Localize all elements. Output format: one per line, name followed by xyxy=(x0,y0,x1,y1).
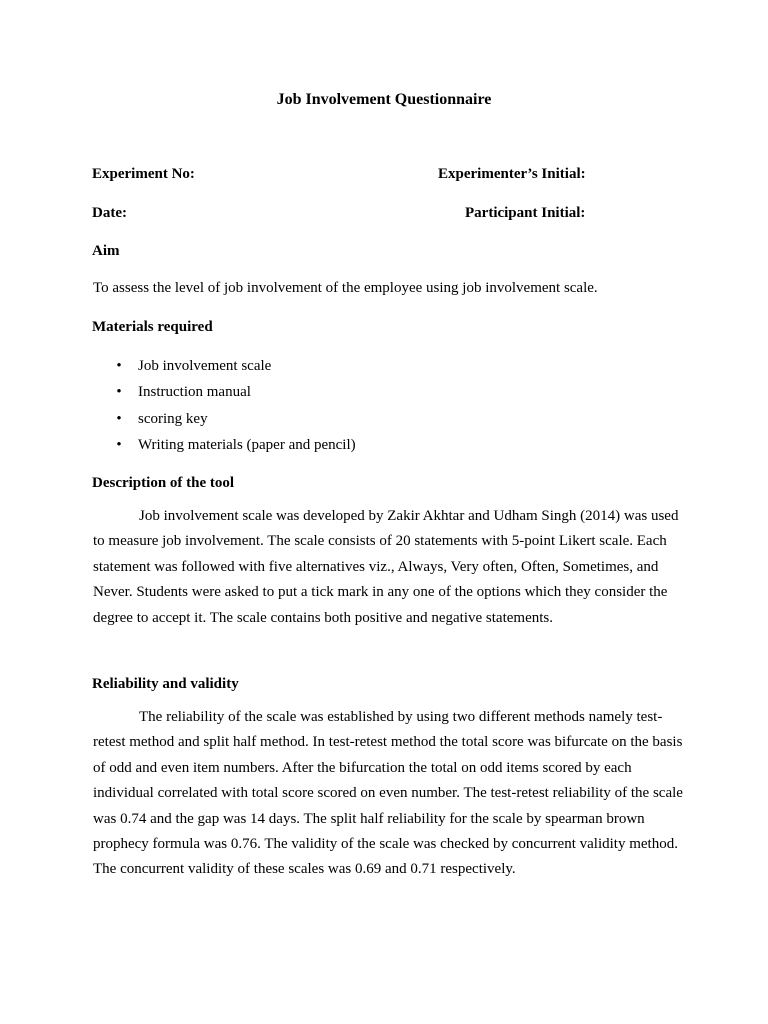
participant-initial-label: Participant Initial: xyxy=(465,205,586,221)
materials-heading: Materials required xyxy=(92,319,213,335)
date-label: Date: xyxy=(92,205,127,221)
aim-heading: Aim xyxy=(92,243,120,259)
bullet-icon: • xyxy=(116,410,122,427)
materials-list xyxy=(115,356,356,462)
list-item xyxy=(115,382,356,408)
bullet-icon: • xyxy=(116,437,122,454)
description-heading: Description of the tool xyxy=(92,475,235,491)
list-item-text: Instruction manual xyxy=(138,384,251,401)
experiment-no-label: Experiment No: xyxy=(92,166,195,182)
bullet-icon: • xyxy=(116,384,122,401)
reliability-heading: Reliability and validity xyxy=(92,676,239,692)
bullet-icon: • xyxy=(116,358,122,374)
list-item xyxy=(115,409,356,435)
list-item-text: Writing materials (paper and pencil) xyxy=(138,437,356,454)
experimenter-initial-label: Experimenter’s Initial: xyxy=(438,166,586,182)
page-title: Job Involvement Questionnaire xyxy=(276,91,492,108)
aim-text: To assess the level of job involvement of the employee using job involvement scale. xyxy=(93,280,598,296)
list-item-text: Job involvement scale xyxy=(138,358,272,374)
description-text: Job involvement scale was developed by Zakir Akhtar and Udham Singh (2014) was used to measure job involvement. The scale consists of 20 statements with 5-point Likert scale. Each statement was followed with five alternatives viz., Always, Very often, Often, Sometimes, and Never. Students were asked to put a tick mark in any one of the options which they consider the degree to accept it. The scale contains both positive and negative statements. xyxy=(93,508,679,626)
list-item-text: scoring key xyxy=(138,410,208,427)
list-item xyxy=(115,435,356,461)
reliability-text: The reliability of the scale was established by using two different methods namely test-retest method and split half method. In test-retest method the total score was bifurcate on the basis of odd and even item numbers. After the bifurcation the total on odd items scored by each individual correlated with total score scored on even number. The test-retest reliability of the scale was 0.74 and the gap was 14 days. The split half reliability for the scale by spearman brown prophecy formula was 0.76. The validity of the scale was checked by concurrent validity method. The concurrent validity of these scales was 0.69 and 0.71 respectively. xyxy=(93,709,683,878)
list-item xyxy=(115,356,356,382)
